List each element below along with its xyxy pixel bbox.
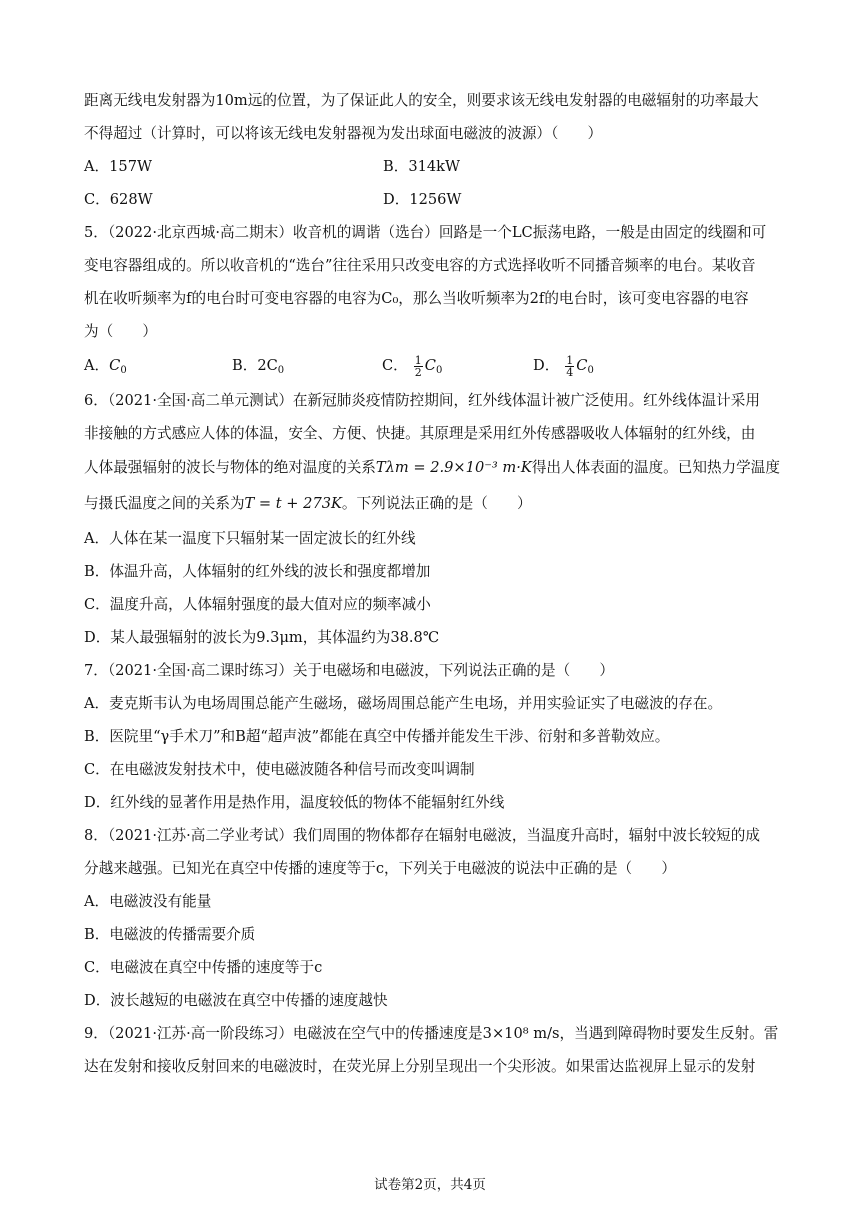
q5-option-a-label: A．	[84, 357, 110, 374]
page-content	[84, 84, 784, 1083]
q5-option-b-label: B．	[232, 357, 258, 374]
q5-option-d-denominator: 4	[566, 365, 574, 379]
q6-option-d: D．某人最强辐射的波长为9.3μm，其体温约为38.8℃	[84, 629, 440, 646]
q5-option-d-fraction	[565, 355, 574, 378]
q5-option-d	[533, 348, 594, 389]
q4-option-c: C．628W	[84, 191, 153, 208]
q6-text-line-4	[84, 486, 784, 522]
q5-option-d-numerator: 1	[566, 353, 574, 367]
q7-option-b: B．医院里“γ手术刀”和B超“超声波”都能在真空中传播并能发生干涉、衍射和多普勒效应。	[84, 728, 670, 745]
q5-option-b	[232, 348, 284, 389]
q7-option-c: C．在电磁波发射技术中，使电磁波随各种信号而改变叫调制	[84, 761, 475, 778]
q9-line1-text: 9．（2021·江苏·高一阶段练习）电磁波在空气中的传播速度是	[84, 1025, 483, 1042]
q4-text-line-2: 不得超过（计算时，可以将该无线电发射器视为发出球面电磁波的波源）（ ）	[84, 125, 603, 142]
q8-text-line-2: 分越来越强。已知光在真空中传播的速度等于c，下列关于电磁波的说法中正确的是（ ）	[84, 860, 676, 877]
q6-text-line-1: 6．（2021·全国·高二单元测试）在新冠肺炎疫情防控期间，红外线体温计被广泛使用。红外线体温计采用	[84, 392, 760, 409]
q5-text-line-1: 5．（2022·北京西城·高二期末）收音机的调谐（选台）回路是一个LC振荡电路，一般是由固定的线圈和可	[84, 224, 767, 241]
q6-wien-formula: Tλm = 2.9×10⁻³ m·K	[375, 459, 532, 476]
q4-option-d: D．1256W	[383, 191, 462, 208]
q6-text-line-3	[84, 450, 784, 486]
q5-option-a	[84, 348, 127, 389]
q5-option-d-sub: 0	[587, 365, 594, 376]
q7-option-d: D．红外线的显著作用是热作用，温度较低的物体不能辐射红外线	[84, 794, 505, 811]
q5-option-d-label: D．	[533, 357, 560, 374]
q4-option-a: A．157W	[84, 158, 152, 175]
q5-option-b-value: 2C	[257, 357, 278, 374]
q5-option-a-sub: 0	[120, 365, 127, 376]
q5-option-c-value: C	[424, 357, 436, 374]
q5-option-b-sub: 0	[277, 365, 285, 376]
q6-line3-text-end: 得出人体表面的温度。已知热力学温度	[531, 459, 780, 476]
q8-option-d: D．波长越短的电磁波在真空中传播的速度越快	[84, 992, 388, 1009]
q9-line1-text-end: ，当遇到障碍物时要发生反射。雷	[559, 1025, 779, 1042]
q8-text-line-1: 8．（2021·江苏·高二学业考试）我们周围的物体都存在辐射电磁波，当温度升高时，辐射中波长较短的成	[84, 827, 760, 844]
q6-option-a: A．人体在某一温度下只辐射某一固定波长的红外线	[84, 530, 416, 547]
q5-text-line-3: 机在收听频率为f的电台时可变电容器的电容为C₀，那么当收听频率为2f的电台时，该可变电容器的电容	[84, 290, 749, 307]
page-footer: 试卷第2页，共4页	[374, 1177, 486, 1193]
q6-option-c: C．温度升高，人体辐射强度的最大值对应的频率减小	[84, 596, 431, 613]
q7-stem: 7．（2021·全国·高二课时练习）关于电磁场和电磁波，下列说法正确的是（ ）	[84, 662, 614, 679]
q6-temperature-formula: T = t + 273K	[244, 495, 342, 512]
q5-text-line-4: 为（ ）	[84, 323, 157, 340]
q5-option-c-fraction	[414, 355, 423, 378]
q6-option-b: B．体温升高，人体辐射的红外线的波长和强度都增加	[84, 563, 431, 580]
q5-options-row	[84, 348, 784, 384]
q6-line3-text: 人体最强辐射的波长与物体的绝对温度的关系	[84, 459, 376, 476]
q4-options-row-1	[84, 150, 784, 183]
q6-line4-text-end: 。下列说法正确的是（ ）	[341, 495, 532, 512]
q5-option-c	[382, 348, 442, 389]
q5-option-a-value: C	[109, 357, 121, 374]
q9-speed-formula: 3×10⁸ m/s	[482, 1025, 560, 1042]
q8-option-b: B．电磁波的传播需要介质	[84, 926, 256, 943]
q9-text-line-2: 达在发射和接收反射回来的电磁波时，在荧光屏上分别呈现出一个尖形波。如果雷达监视屏上显示的发射	[84, 1058, 756, 1075]
q6-line4-text: 与摄氏温度之间的关系为	[84, 495, 245, 512]
q5-option-c-label: C．	[382, 357, 408, 374]
q8-option-a: A．电磁波没有能量	[84, 893, 212, 910]
q5-option-d-value: C	[576, 357, 588, 374]
q4-options-row-2	[84, 183, 784, 216]
q9-text-line-1	[84, 1017, 784, 1050]
q5-option-c-sub: 0	[435, 365, 443, 376]
q5-option-c-denominator: 2	[414, 365, 422, 379]
q4-option-b: B．314kW	[383, 158, 461, 175]
q4-text-line-1: 距离无线电发射器为10m远的位置，为了保证此人的安全，则要求该无线电发射器的电磁辐射的功率最大	[84, 92, 759, 109]
q6-text-line-2: 非接触的方式感应人体的体温，安全、方便、快捷。其原理是采用红外传感器吸收人体辐射的红外线，由	[84, 425, 756, 442]
q7-option-a: A．麦克斯韦认为电场周围总能产生磁场，磁场周围总能产生电场，并用实验证实了电磁波的存在。	[84, 695, 723, 712]
q5-text-line-2: 变电容器组成的。所以收音机的“选台”往往采用只改变电容的方式选择收听不同播音频率的电台。某收音	[84, 257, 756, 274]
q8-option-c: C．电磁波在真空中传播的速度等于c	[84, 959, 323, 976]
q5-option-c-numerator: 1	[414, 353, 422, 367]
